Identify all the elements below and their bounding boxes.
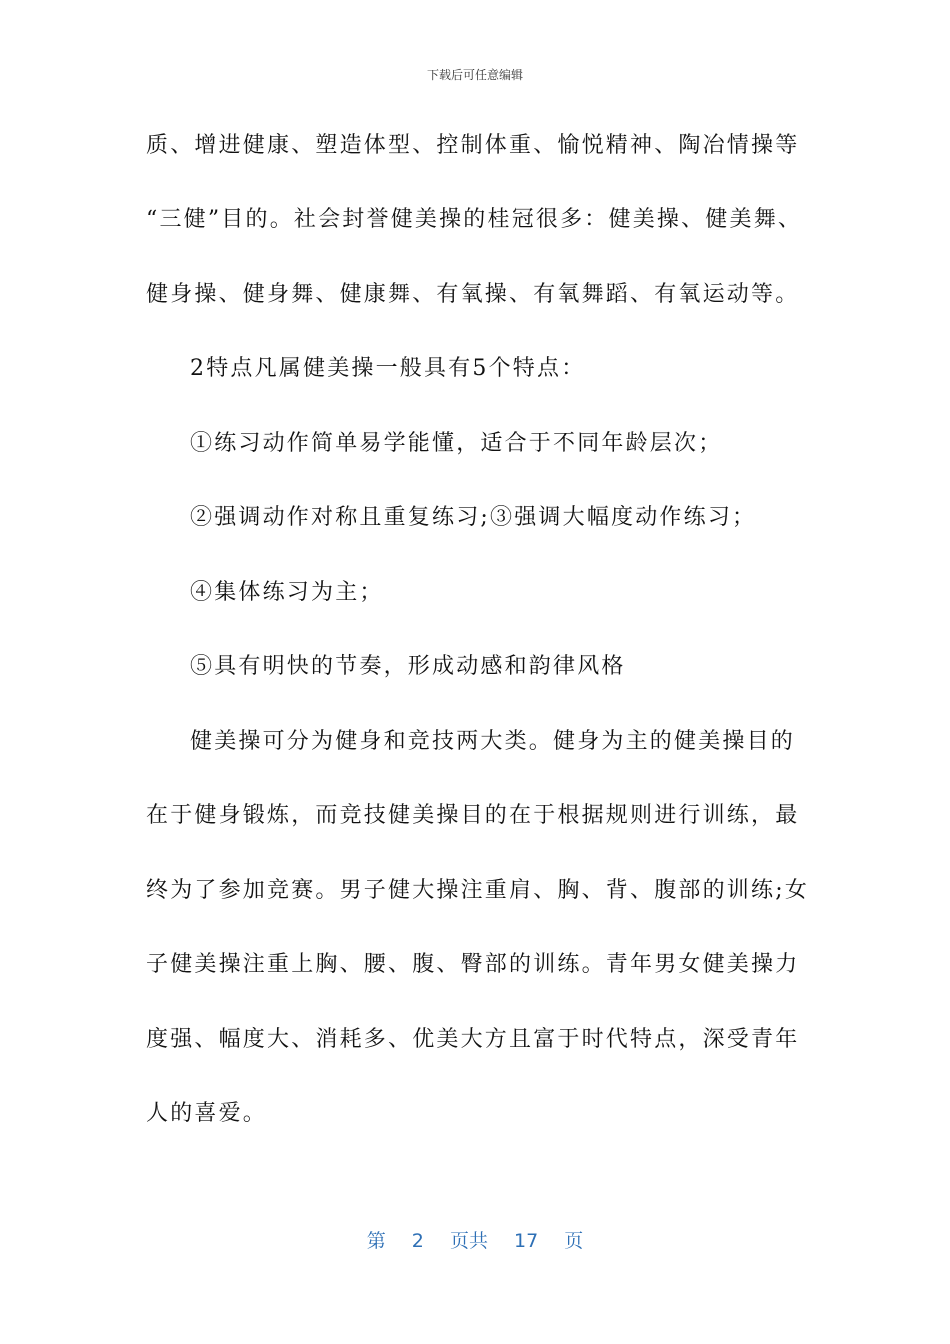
paragraph-line: 子健美操注重上胸、腰、腹、臀部的训练。青年男女健美操力 [146,952,800,977]
paragraph-line: 人的喜爱。 [146,1101,268,1126]
paragraph-line: 在于健身锻炼，而竞技健美操目的在于根据规则进行训练，最 [146,803,800,828]
footer-label-total: 页共 [449,1230,488,1252]
page-footer [0,1226,950,1253]
footer-label-end: 页 [564,1230,584,1252]
paragraph-line: 健身操、健身舞、健康舞、有氧操、有氧舞蹈、有氧运动等。 [146,282,800,307]
list-item: ①练习动作简单易学能懂，适合于不同年龄层次； [190,431,723,456]
section-heading: 2特点凡属健美操一般具有5个特点： [190,356,586,381]
list-item: ⑤具有明快的节奏，形成动感和韵律风格 [190,654,626,679]
paragraph-line: “三健”目的。社会封誉健美操的桂冠很多：健美操、健美舞、 [146,207,803,232]
footer-label-page: 第 [366,1230,386,1252]
paragraph-line: 健美操可分为健身和竞技两大类。健身为主的健美操目的 [190,729,796,754]
page-header-note: 下载后可任意编辑 [426,68,523,82]
paragraph-line: 度强、幅度大、消耗多、优美大方且富于时代特点，深受青年 [146,1027,800,1052]
list-item: ②强调动作对称且重复练习;③强调大幅度动作练习； [190,505,757,530]
paragraph-line: 终为了参加竞赛。男子健大操注重肩、胸、背、腹部的训练;女 [146,878,810,903]
paragraph-line: 质、增进健康、塑造体型、控制体重、愉悦精神、陶冶情操等 [146,133,800,158]
footer-total-pages: 17 [514,1230,539,1252]
list-item: ④集体练习为主； [190,580,384,605]
footer-current-page: 2 [411,1230,424,1252]
